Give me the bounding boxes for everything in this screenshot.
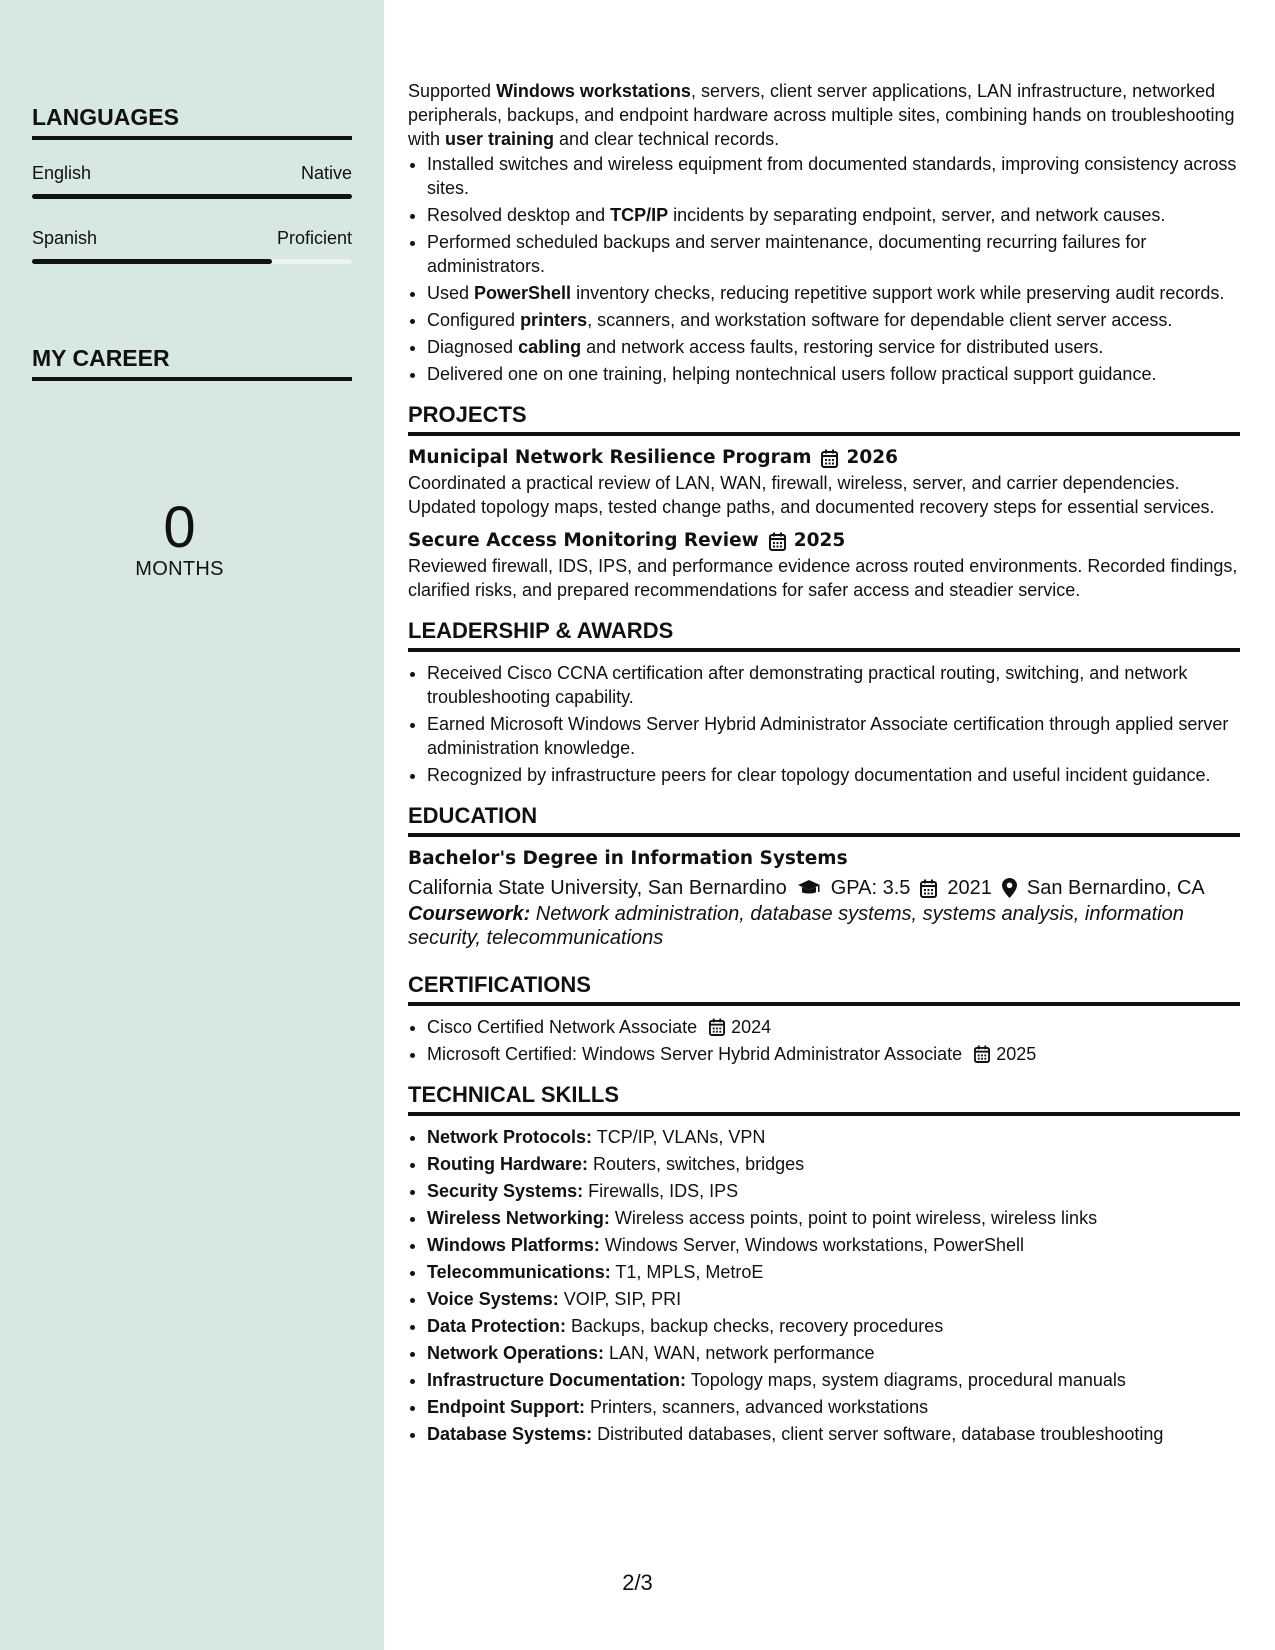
calendar-icon (709, 1018, 725, 1036)
project-title: Municipal Network Resilience Program (408, 447, 812, 468)
summary-bold: user training (445, 129, 555, 149)
certification-name: • Cisco Certified Network Associate (427, 1017, 698, 1037)
bullet-text: inventory checks, reducing repetitive support work while preserving audit records. (571, 283, 1225, 303)
skill-label: Endpoint Support: (427, 1397, 585, 1417)
project-description: Coordinated a practical review of LAN, WAN, firewall, wireless, server, and carrier dependencies. Updated topology maps, tested change paths, and documented recovery steps for essential services. (408, 473, 1215, 517)
project-description: Reviewed firewall, IDS, IPS, and performance evidence across routed environments. Recorded findings, clarified risks, and prepared recommendations for safer access and steadier service. (408, 556, 1238, 600)
calendar-icon (974, 1045, 990, 1063)
calendar-icon (821, 449, 838, 468)
bullet-bold: PowerShell (474, 283, 572, 303)
list-item (427, 362, 1240, 386)
list-item (427, 203, 1240, 227)
skill-value: Windows Server, Windows workstations, PowerShell (599, 1235, 1025, 1255)
list-item: • Earned Microsoft Windows Server Hybrid Administrator Associate certification through applied server administration knowledge. (427, 712, 1240, 760)
bullet-bold: printers (520, 310, 588, 330)
education-details (408, 874, 1240, 902)
list-item (427, 1233, 1240, 1257)
skill-value: LAN, WAN, network performance (604, 1343, 875, 1363)
career-duration (32, 495, 327, 581)
bullet-text: incidents by separating endpoint, server, and network causes. (668, 205, 1166, 225)
list-item (427, 1314, 1240, 1338)
certifications-list (408, 1015, 1240, 1066)
career-heading: MY CAREER (32, 345, 352, 381)
language-proficiency-fill (32, 259, 272, 264)
certification-year: 2025 (996, 1044, 1037, 1064)
summary-text: Supported (408, 81, 497, 101)
language-proficiency-fill (32, 194, 352, 199)
language-item (32, 162, 352, 199)
coursework-list: Network administration, database systems, systems analysis, information security, telecommunications (408, 903, 1184, 949)
graduation-year: 2021 (947, 877, 992, 899)
list-item (427, 1015, 1240, 1039)
project-year: 2026 (846, 447, 898, 468)
list-item: • Received Cisco CCNA certification after demonstrating practical routing, switching, and network troubleshooting capability. (427, 661, 1240, 709)
skill-label: Routing Hardware: (427, 1154, 589, 1174)
career-unit: MONTHS (135, 558, 224, 580)
skill-label: Infrastructure Documentation: (427, 1370, 687, 1390)
list-item (427, 308, 1240, 332)
list-item (427, 1206, 1240, 1230)
skill-value: Wireless access points, point to point wireless, wireless links (609, 1208, 1098, 1228)
summary-bold: Windows workstations (496, 81, 691, 101)
gpa: GPA: 3.5 (830, 877, 911, 899)
skill-label: Network Operations: (427, 1343, 605, 1363)
bullet-text: Configured (427, 310, 521, 330)
list-item: • Recognized by infrastructure peers for clear topology documentation and useful incident guidance. (427, 763, 1240, 787)
skill-value: VOIP, SIP, PRI (558, 1289, 682, 1309)
list-item (427, 1125, 1240, 1149)
list-item (427, 1152, 1240, 1176)
language-item (32, 227, 352, 264)
location-pin-icon (1002, 878, 1017, 898)
bullet-text: Delivered one on one training, helping nontechnical users follow practical support guidance. (427, 364, 1157, 384)
bullet-bold: cabling (518, 337, 582, 357)
project-item (408, 528, 1240, 602)
bullet-text: Diagnosed (427, 337, 519, 357)
language-proficiency-bar (32, 194, 352, 199)
bullet-bold: TCP/IP (610, 205, 669, 225)
skills-heading: TECHNICAL SKILLS (408, 1082, 1240, 1116)
list-item (427, 1395, 1240, 1419)
leadership-heading: LEADERSHIP & AWARDS (408, 618, 1240, 652)
degree-title: Bachelor's Degree in Information Systems (408, 848, 848, 869)
career-value: 0 (163, 495, 196, 560)
skill-value: TCP/IP, VLANs, VPN (592, 1127, 766, 1147)
list-item (427, 1422, 1240, 1446)
page-number: 2/3 (622, 1570, 653, 1595)
skill-value: Printers, scanners, advanced workstations (584, 1397, 929, 1417)
skill-label: Data Protection: (427, 1316, 567, 1336)
list-item (427, 152, 1240, 200)
sidebar (0, 0, 384, 1650)
skill-value: Backups, backup checks, recovery procedures (566, 1316, 944, 1336)
school-name: California State University, San Bernardino (408, 877, 787, 899)
list-item (427, 335, 1240, 359)
skill-value: Distributed databases, client server software, database troubleshooting (592, 1424, 1164, 1444)
certification-year: 2024 (731, 1017, 772, 1037)
bullet-text: Installed switches and wireless equipment from documented standards, improving consistency across sites. (427, 154, 1237, 198)
skill-label: Database Systems: (427, 1424, 593, 1444)
project-year: 2025 (793, 530, 846, 551)
list-item (427, 281, 1240, 305)
language-level: Native (300, 163, 352, 183)
language-proficiency-bar (32, 259, 352, 264)
projects-heading: PROJECTS (408, 402, 1240, 436)
list-item (427, 1260, 1240, 1284)
list-item (427, 1368, 1240, 1392)
experience-bullets (408, 152, 1240, 386)
skill-value: Routers, switches, bridges (588, 1154, 805, 1174)
leadership-list (408, 661, 1240, 787)
career-section (32, 345, 352, 381)
calendar-icon (769, 532, 786, 551)
bullet-text: Performed scheduled backups and server maintenance, documenting recurring failures for administrators. (427, 232, 1147, 276)
language-name: Spanish (32, 228, 98, 248)
coursework (408, 902, 1240, 950)
skill-value: T1, MPLS, MetroE (610, 1262, 764, 1282)
summary-text: , servers, client server applications, LAN infrastructure, networked peripherals, backups, and endpoint hardware across multiple sites, combining hands on troubleshooting with (408, 81, 1235, 149)
skill-label: Wireless Networking: (427, 1208, 610, 1228)
certification-name: • Microsoft Certified: Windows Server Hybrid Administrator Associate (427, 1044, 963, 1064)
graduation-cap-icon (797, 879, 821, 897)
project-item (408, 445, 1240, 519)
list-item (427, 1341, 1240, 1365)
bullet-text: , scanners, and workstation software for dependable client server access. (587, 310, 1173, 330)
bullet-text: Used (427, 283, 475, 303)
certifications-heading: CERTIFICATIONS (408, 972, 1240, 1006)
education-heading: EDUCATION (408, 803, 1240, 837)
coursework-label: Coursework: (408, 903, 531, 925)
bullet-text: and network access faults, restoring service for distributed users. (581, 337, 1104, 357)
summary-text: and clear technical records. (554, 129, 780, 149)
bullet-text: Resolved desktop and (427, 205, 611, 225)
school-location: San Bernardino, CA (1026, 877, 1205, 899)
language-level: Proficient (276, 228, 352, 248)
skill-value: Topology maps, system diagrams, procedural manuals (686, 1370, 1126, 1390)
skill-label: Windows Platforms: (427, 1235, 600, 1255)
skill-label: Telecommunications: (427, 1262, 611, 1282)
skill-label: Voice Systems: (427, 1289, 559, 1309)
list-item (427, 1042, 1240, 1066)
list-item (427, 230, 1240, 278)
project-title: Secure Access Monitoring Review (408, 530, 759, 551)
languages-heading: LANGUAGES (32, 104, 352, 140)
skill-value: Firewalls, IDS, IPS (583, 1181, 739, 1201)
language-name: English (32, 163, 92, 183)
skill-label: Security Systems: (427, 1181, 584, 1201)
languages-section (32, 104, 352, 264)
list-item (427, 1287, 1240, 1311)
skills-list (408, 1125, 1240, 1446)
calendar-icon (920, 879, 937, 898)
main-content (408, 79, 1240, 1449)
skill-label: Network Protocols: (427, 1127, 593, 1147)
list-item (427, 1179, 1240, 1203)
experience-summary (408, 79, 1240, 151)
